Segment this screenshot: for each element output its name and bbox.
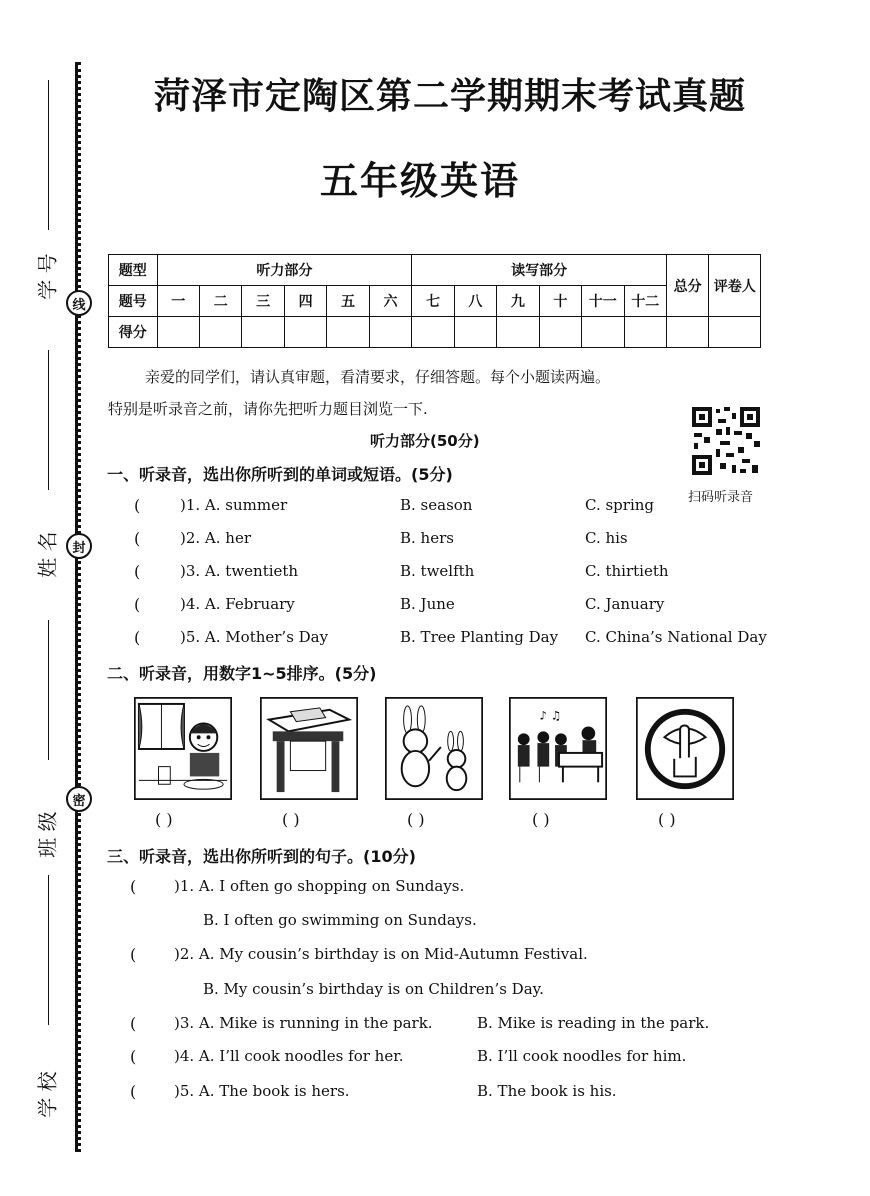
s1-item-5-c: C. China’s National Day xyxy=(585,628,767,646)
qr-code-icon[interactable] xyxy=(690,405,762,477)
question-number: 五 xyxy=(327,286,369,317)
question-number: 七 xyxy=(412,286,454,317)
class-blank[interactable] xyxy=(48,620,49,760)
score-cell[interactable] xyxy=(327,317,369,348)
s3-item-2-b: B. My cousin’s birthday is on Children’s Day. xyxy=(203,980,544,998)
question-number: 二 xyxy=(199,286,241,317)
qr-caption: 扫码听录音 xyxy=(688,490,754,505)
s3-item-4-b: B. I’ll cook noodles for him. xyxy=(477,1047,687,1065)
question-number: 九 xyxy=(497,286,539,317)
score-cell[interactable] xyxy=(454,317,496,348)
answer-paren[interactable]: ( xyxy=(134,595,141,614)
score-cell[interactable] xyxy=(157,317,199,348)
total-score-cell[interactable] xyxy=(666,317,708,348)
question-number: 十二 xyxy=(624,286,666,317)
student-id-label: 学 号 xyxy=(35,253,60,300)
s3-item-4-a: )4. A. I’ll cook noodles for her. xyxy=(174,1047,404,1065)
s1-item-1-c: C. spring xyxy=(585,496,655,514)
answer-paren[interactable]: ( xyxy=(134,529,141,548)
s3-item-2-a: )2. A. My cousin’s birthday is on Mid-Autumn Festival. xyxy=(174,945,588,963)
order-blank-5[interactable]: ( ) xyxy=(658,810,676,829)
score-cell[interactable] xyxy=(369,317,411,348)
listening-heading: 听力部分(50分) xyxy=(370,432,480,450)
children-playing-piano-icon xyxy=(509,697,607,800)
reading-writing-part-header: 读写部分 xyxy=(412,255,667,286)
s3-item-3-a: )3. A. Mike is running in the park. xyxy=(174,1014,433,1032)
score-cell[interactable] xyxy=(497,317,539,348)
order-blank-3[interactable]: ( ) xyxy=(407,810,425,829)
school-label: 学 校 xyxy=(35,1071,60,1118)
s1-item-3-c: C. thirtieth xyxy=(585,562,669,580)
s1-item-5-a: )5. A. Mother’s Day xyxy=(180,628,329,646)
name-label: 姓 名 xyxy=(35,531,60,578)
boy-eating-breakfast-icon xyxy=(134,697,232,800)
s3-item-1-b: B. I often go swimming on Sundays. xyxy=(203,911,477,929)
s1-item-1-b: B. season xyxy=(400,496,473,514)
s1-item-4-c: C. January xyxy=(585,595,665,613)
binding-line xyxy=(75,62,81,1152)
answer-paren[interactable]: ( xyxy=(134,562,141,581)
order-blank-2[interactable]: ( ) xyxy=(282,810,300,829)
s3-item-5-a: )5. A. The book is hers. xyxy=(174,1082,350,1100)
score-cell[interactable] xyxy=(539,317,581,348)
binding-circle-xian: 线 xyxy=(66,290,92,316)
table-head-number: 题号 xyxy=(109,286,158,317)
order-blank-1[interactable]: ( ) xyxy=(155,810,173,829)
table-head-score: 得分 xyxy=(109,317,158,348)
section-3-title: 三、听录音，选出你所听到的句子。(10分) xyxy=(107,847,416,866)
listening-part-header: 听力部分 xyxy=(157,255,412,286)
grader-cell[interactable] xyxy=(709,317,761,348)
s1-item-3-b: B. twelfth xyxy=(400,562,475,580)
section-2-title: 二、听录音，用数字1~5排序。(5分) xyxy=(107,664,377,683)
s3-item-1-a: )1. A. I often go shopping on Sundays. xyxy=(174,877,465,895)
grader-header: 评卷人 xyxy=(709,255,761,317)
section-1-title: 一、听录音，选出你所听到的单词或短语。(5分) xyxy=(107,465,453,484)
answer-paren[interactable]: ( xyxy=(130,1014,137,1033)
table-head-type: 题型 xyxy=(109,255,158,286)
svg-text:♪ ♫: ♪ ♫ xyxy=(539,708,562,723)
score-cell[interactable] xyxy=(582,317,624,348)
answer-paren[interactable]: ( xyxy=(130,945,137,964)
s1-item-2-a: )2. A. her xyxy=(180,529,252,547)
s1-item-5-b: B. Tree Planting Day xyxy=(400,628,559,646)
order-blank-4[interactable]: ( ) xyxy=(532,810,550,829)
name-blank[interactable] xyxy=(48,350,49,490)
s3-item-5-b: B. The book is his. xyxy=(477,1082,617,1100)
question-number: 十 xyxy=(539,286,581,317)
intro-line-1: 亲爱的同学们，请认真审题，看清要求，仔细答题。每个小题读两遍。 xyxy=(145,368,611,386)
binding-circle-mi: 密 xyxy=(66,786,92,812)
s3-item-3-b: B. Mike is reading in the park. xyxy=(477,1014,710,1032)
total-score-header: 总分 xyxy=(666,255,708,317)
question-number: 四 xyxy=(284,286,326,317)
question-number: 一 xyxy=(157,286,199,317)
question-number: 三 xyxy=(242,286,284,317)
score-cell[interactable] xyxy=(284,317,326,348)
rabbits-waving-icon xyxy=(385,697,483,800)
score-cell[interactable] xyxy=(624,317,666,348)
s1-item-2-c: C. his xyxy=(585,529,628,547)
s1-item-4-b: B. June xyxy=(400,595,455,613)
s1-item-3-a: )3. A. twentieth xyxy=(180,562,299,580)
exam-subtitle: 五年级英语 xyxy=(319,158,520,203)
answer-paren[interactable]: ( xyxy=(134,496,141,515)
score-cell[interactable] xyxy=(242,317,284,348)
answer-paren[interactable]: ( xyxy=(130,1082,137,1101)
be-quiet-sign-icon xyxy=(636,697,734,800)
question-number: 十一 xyxy=(582,286,624,317)
student-id-blank[interactable] xyxy=(48,80,49,230)
school-blank[interactable] xyxy=(48,875,49,1025)
binding-circle-feng: 封 xyxy=(66,533,92,559)
intro-line-2: 特别是听录音之前，请你先把听力题目浏览一下. xyxy=(108,400,428,418)
score-cell[interactable] xyxy=(199,317,241,348)
question-number: 六 xyxy=(369,286,411,317)
class-label: 班 级 xyxy=(35,811,60,858)
answer-paren[interactable]: ( xyxy=(130,877,137,896)
score-cell[interactable] xyxy=(412,317,454,348)
answer-paren[interactable]: ( xyxy=(134,628,141,647)
score-table xyxy=(108,254,761,348)
s1-item-2-b: B. hers xyxy=(400,529,454,547)
exam-title: 菏泽市定陶区第二学期期末考试真题 xyxy=(153,75,746,117)
question-number: 八 xyxy=(454,286,496,317)
answer-paren[interactable]: ( xyxy=(130,1047,137,1066)
desk-with-book-icon xyxy=(260,697,358,800)
s1-item-4-a: )4. A. February xyxy=(180,595,295,613)
s1-item-1-a: )1. A. summer xyxy=(180,496,288,514)
